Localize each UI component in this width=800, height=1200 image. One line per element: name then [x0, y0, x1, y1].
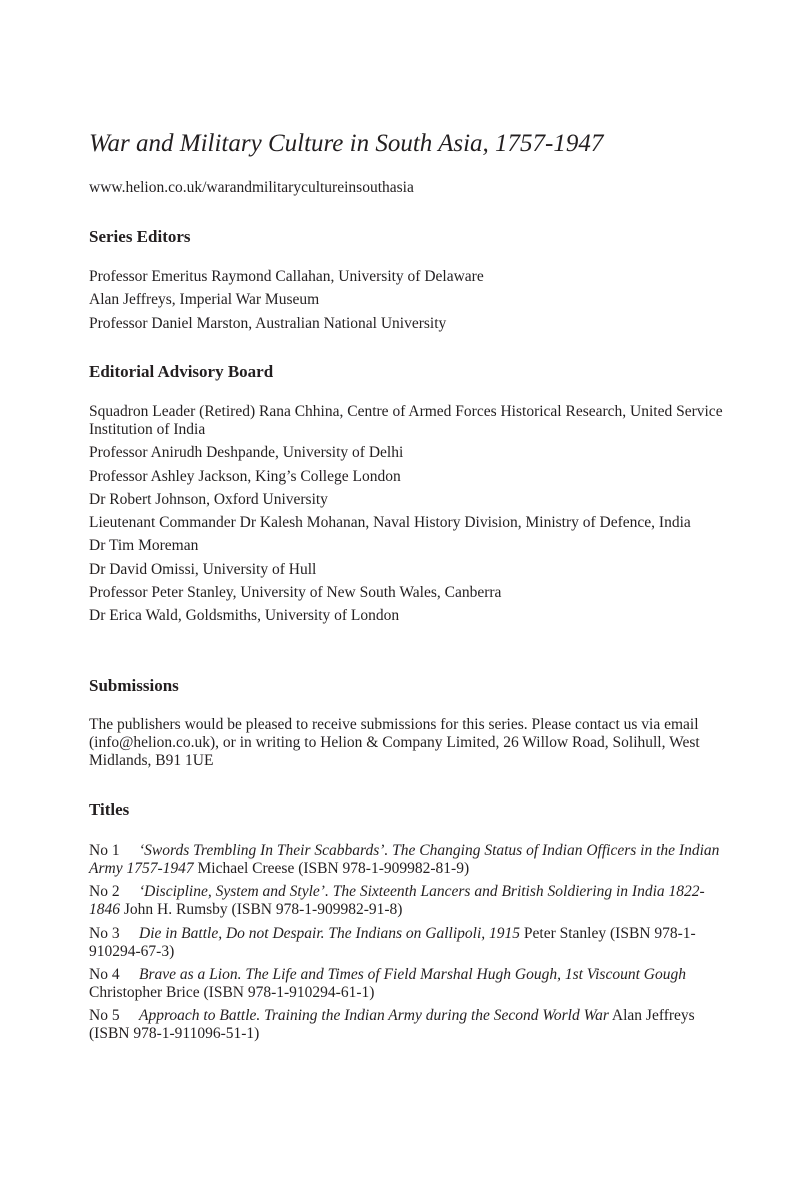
- series-editors-heading: Series Editors: [89, 227, 191, 246]
- titles-list: [89, 842, 729, 1048]
- title-text: Die in Battle, Do not Despair. The Indians on Gallipoli, 1915: [139, 924, 521, 942]
- list-item: Professor Daniel Marston, Australian National University: [89, 314, 447, 332]
- title-entry: [89, 966, 729, 1002]
- list-item: Professor Peter Stanley, University of New South Wales, Canberra: [89, 584, 502, 602]
- title-text: ‘Discipline, System and Style’. The Sixteenth Lancers and British Soldiering in India 1822-1846: [89, 883, 705, 919]
- title-author: Christopher Brice (ISBN 978-1-910294-61-1): [89, 983, 375, 1001]
- title-text: ‘Swords Trembling In Their Scabbards’. The Changing Status of Indian Officers in the Indian Army 1757-1947: [89, 842, 720, 877]
- list-item: Lieutenant Commander Dr Kalesh Mohanan, Naval History Division, Ministry of Defence, India: [89, 514, 691, 532]
- titles-heading: Titles: [89, 800, 130, 819]
- list-item: Dr Erica Wald, Goldsmiths, University of London: [89, 607, 400, 625]
- list-item: Alan Jeffreys, Imperial War Museum: [89, 291, 320, 309]
- list-item: Squadron Leader (Retired) Rana Chhina, Centre of Armed Forces Historical Research, United Service Institution of India: [89, 403, 723, 438]
- series-editors-list: [89, 268, 729, 338]
- series-title: War and Military Culture in South Asia, 1757-1947: [89, 130, 604, 157]
- list-item: Professor Anirudh Deshpande, University of Delhi: [89, 444, 404, 462]
- title-author: Michael Creese (ISBN 978-1-909982-81-9): [197, 860, 470, 877]
- title-number: No 3: [89, 924, 120, 942]
- title-entry: [89, 1007, 729, 1043]
- advisory-board-heading: Editorial Advisory Board: [89, 362, 274, 381]
- title-number: No 4: [89, 965, 120, 983]
- title-author: Alan Jeffreys (ISBN 978-1-911096-51-1): [89, 1007, 695, 1043]
- list-item: Professor Emeritus Raymond Callahan, University of Delaware: [89, 268, 484, 285]
- series-url[interactable]: www.helion.co.uk/warandmilitarycultureinsouthasia: [89, 179, 414, 196]
- submissions-heading: Submissions: [89, 676, 179, 695]
- list-item: Dr Tim Moreman: [89, 537, 199, 555]
- title-text: Approach to Battle. Training the Indian Army during the Second World War: [139, 1007, 609, 1025]
- advisory-board-list: [89, 403, 729, 631]
- title-entry: [89, 842, 729, 878]
- list-item: Dr Robert Johnson, Oxford University: [89, 490, 328, 508]
- title-number: No 5: [89, 1007, 120, 1025]
- title-entry: [89, 883, 729, 919]
- list-item: Dr David Omissi, University of Hull: [89, 560, 317, 578]
- title-number: No 1: [89, 842, 120, 859]
- list-item: Professor Ashley Jackson, King’s College London: [89, 467, 401, 485]
- title-entry: [89, 925, 729, 961]
- title-author: John H. Rumsby (ISBN 978-1-909982-91-8): [123, 901, 403, 919]
- title-number: No 2: [89, 883, 120, 901]
- submissions-text: The publishers would be pleased to receive submissions for this series. Please contact us via email (info@helion.co.uk), or in writing to Helion & Company Limited, 26 Willow Road, Solihull, West Midlands, B91 1UE: [89, 716, 700, 769]
- title-text: Brave as a Lion. The Life and Times of Field Marshal Hugh Gough, 1st Viscount Gough: [139, 965, 686, 983]
- title-author: Peter Stanley (ISBN 978-1-910294-67-3): [89, 924, 696, 960]
